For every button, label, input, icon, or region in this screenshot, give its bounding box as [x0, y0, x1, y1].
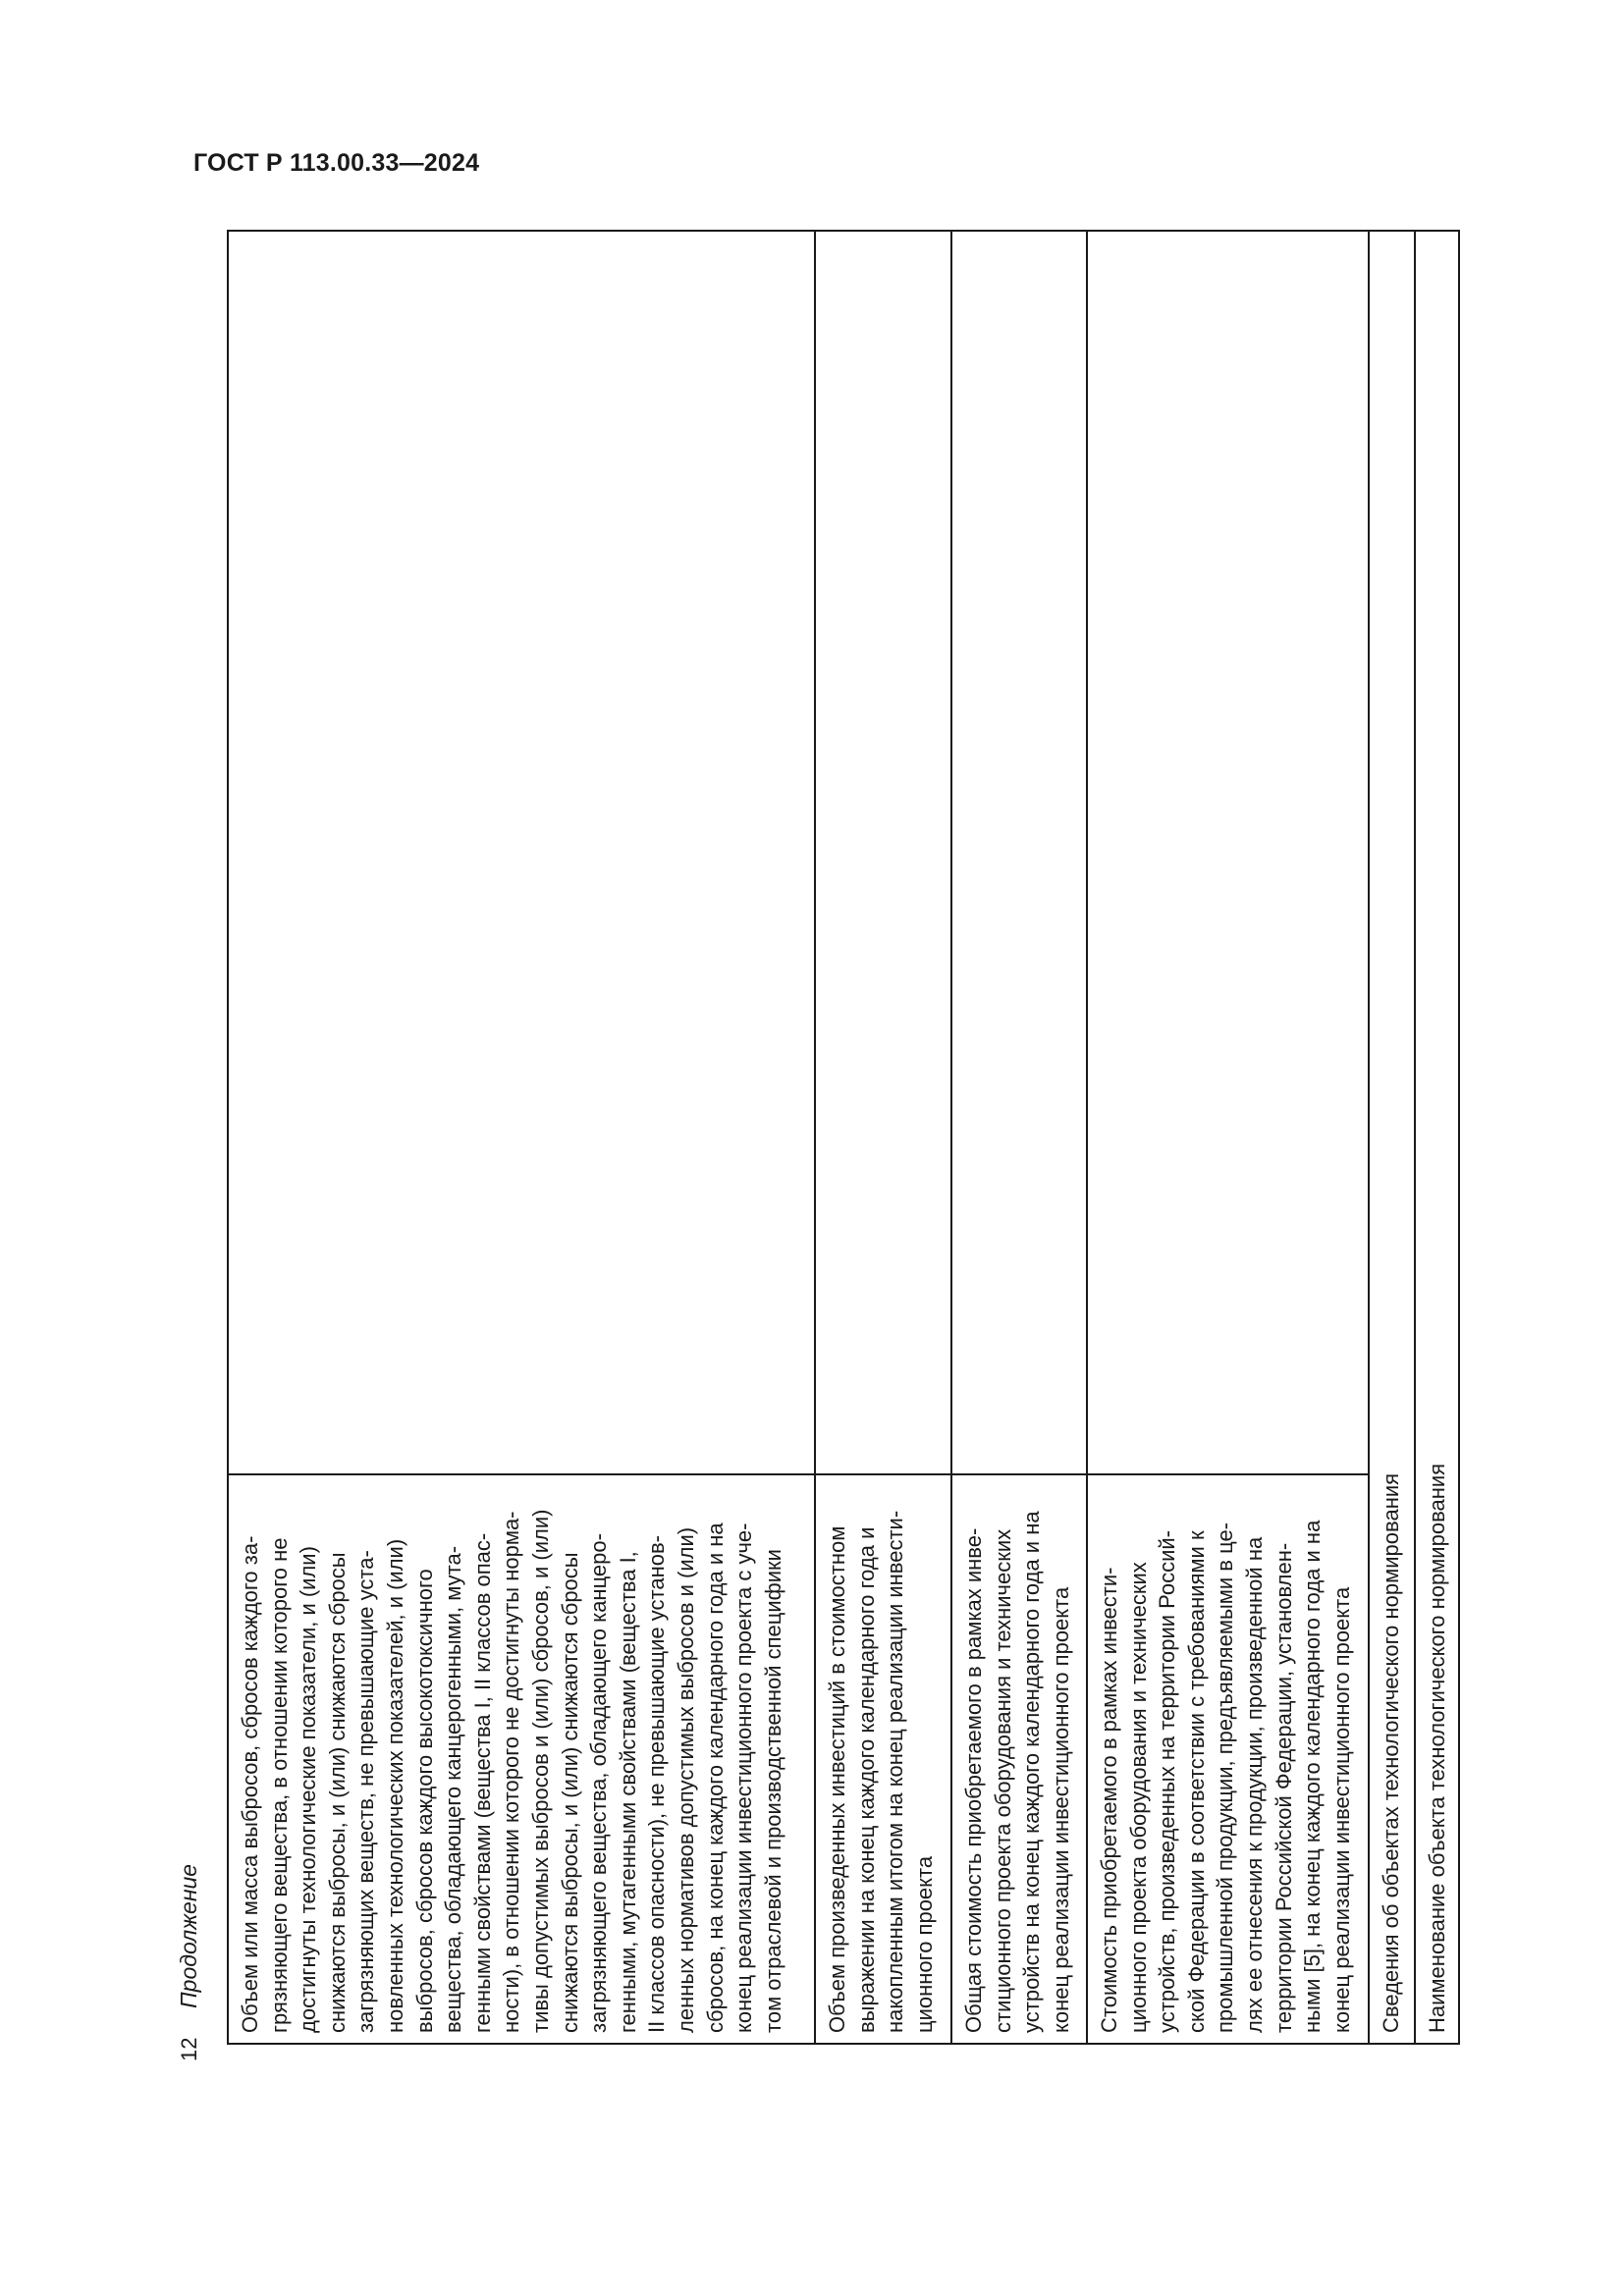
- document-code: ГОСТ Р 113.00.33—2024: [193, 149, 480, 177]
- row-value-investment-volume: [815, 231, 951, 1474]
- page-number: 12: [177, 2037, 201, 2061]
- row-label-emissions-volume: Объем или масса выбросов, сбросов каждого за- грязняющего вещества, в отношении которого не достигнуты технологические показатели, и (или) снижаются выбросы, и (или) снижаются сбросы загрязняющих веществ, не превышающие уста- новленных технологических показателей, и (или) выбросов, сбросов каждого высокотоксичного вещества, обладающего канцерогенными, мута- генными свойствами (вещества I, II классов опас- ности), в отношении которого не достигнуты норма- тивы допустимых выбросов и (или) сбросов, и (или) снижаются выбросы, и (или) снижаются сбросы загрязняющего вещества, обладающего канцеро- генными, мутагенными свойствами (вещества I, II классов опасности), не превышающие установ- ленных нормативов допустимых выбросов и (или) сбросов, на конец каждого календарного года и на конец реализации инвестиционного проекта с уче- том отраслевой и производственной специфики: [228, 1474, 815, 2044]
- row-label-object-name: Наименование объекта технологического нормирования: [1415, 231, 1459, 2044]
- table-row: [1369, 231, 1415, 2044]
- indicators-table: [227, 230, 1460, 2045]
- rotated-table: [227, 230, 1449, 2045]
- row-value-domestic-equipment-cost: [1087, 231, 1369, 1474]
- row-label-domestic-equipment-cost: Стоимость приобретаемого в рамках инвести- ционного проекта оборудования и технических устройств, произведенных на территории Россий- ской Федерации в соответствии с требованиями к промышленной продукции, предъявляемыми в це- лях ее отнесения к продукции, произведенной на территории Российской Федерации, установлен- ными [5], на конец каждого календарного года и на конец реализации инвестиционного проекта: [1087, 1474, 1369, 2044]
- table-row: [1087, 231, 1369, 2044]
- row-label-investment-volume: Объем произведенных инвестиций в стоимостном выражении на конец каждого календарного года и накопленным итогом на конец реализации инвести- ционного проекта: [815, 1474, 951, 2044]
- continuation-caption: Продолжение: [176, 1863, 201, 2008]
- row-label-equipment-cost: Общая стоимость приобретаемого в рамках инве- стиционного проекта оборудования и технических устройств на конец каждого календарного года и на конец реализации инвестиционного проекта: [951, 1474, 1087, 2044]
- table-row: [228, 231, 815, 2044]
- table-row: [1415, 231, 1459, 2044]
- table-row: [815, 231, 951, 2044]
- row-value-equipment-cost: [951, 231, 1087, 1474]
- section-heading-objects-info: Сведения об объектах технологического нормирования: [1369, 231, 1415, 2044]
- row-value-emissions-volume: [228, 231, 815, 1474]
- table-row: [951, 231, 1087, 2044]
